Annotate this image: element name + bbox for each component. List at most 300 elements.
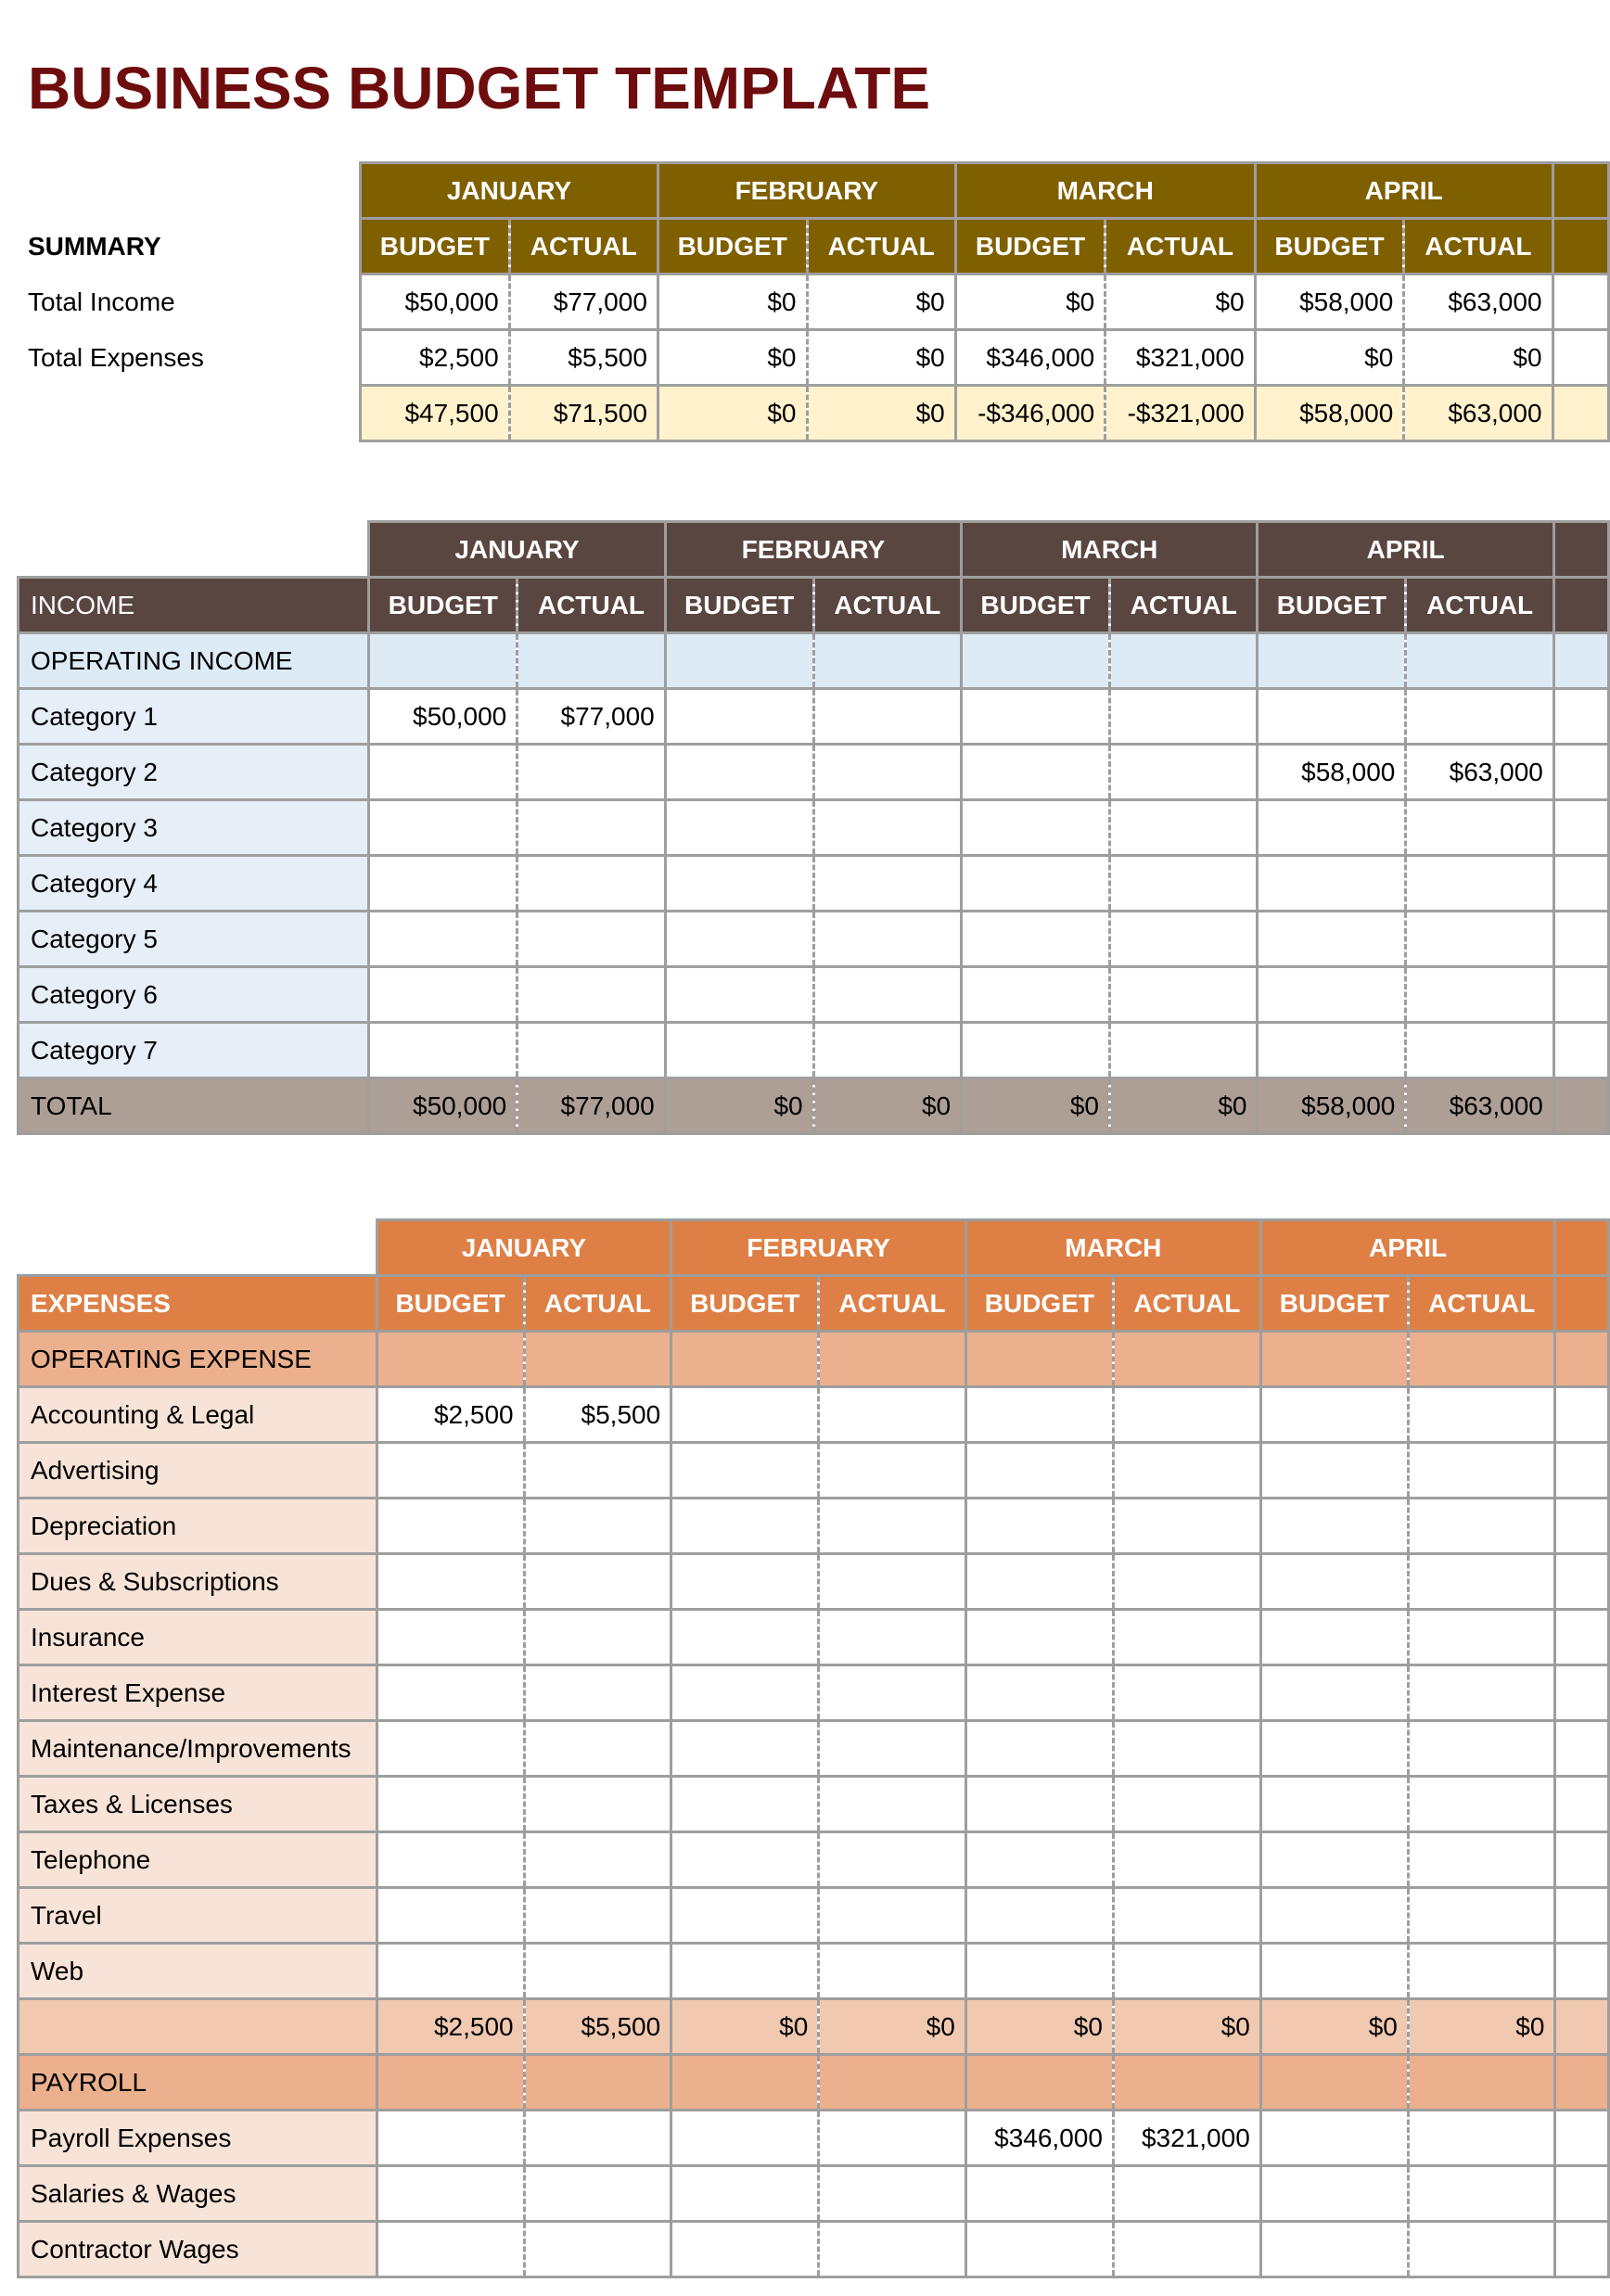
value-cell[interactable] [965, 1499, 1113, 1554]
value-cell[interactable] [1408, 2222, 1555, 2277]
value-cell[interactable] [1260, 2166, 1408, 2222]
cut-cell [1555, 2111, 1609, 2166]
cut-cell [1555, 2055, 1609, 2111]
group-cell [1113, 1332, 1260, 1387]
summary-row [17, 274, 1609, 330]
value-cell[interactable]: $0 [962, 1078, 1110, 1134]
value-cell[interactable] [1408, 2111, 1555, 2166]
row-label: Payroll Expenses [19, 2111, 377, 2166]
row-label: Category 1 [19, 689, 369, 745]
value-cell[interactable] [813, 745, 961, 800]
value-cell[interactable] [518, 1023, 665, 1078]
income-row [19, 800, 1609, 856]
value-cell[interactable] [962, 967, 1110, 1023]
income-row [19, 745, 1609, 800]
value-cell[interactable] [665, 856, 813, 912]
value-cell[interactable]: $63,000 [1404, 386, 1552, 441]
value-cell[interactable]: $63,000 [1404, 274, 1552, 330]
value-cell[interactable] [524, 1499, 671, 1554]
value-cell[interactable] [819, 1443, 966, 1499]
value-cell[interactable] [671, 1944, 819, 1999]
group-cell [1258, 633, 1406, 689]
value-cell[interactable]: $321,000 [1113, 2111, 1260, 2166]
row-label: Web [19, 1944, 377, 1999]
value-cell[interactable] [377, 1832, 524, 1888]
row-label: Depreciation [19, 1499, 377, 1554]
row-label: Advertising [19, 1443, 377, 1499]
value-cell[interactable] [369, 1023, 518, 1078]
value-cell[interactable] [1260, 1499, 1408, 1554]
value-cell[interactable] [1408, 1610, 1555, 1665]
value-cell[interactable]: $47,500 [361, 386, 510, 441]
value-cell[interactable] [962, 856, 1110, 912]
group-cell [1260, 2055, 1408, 2111]
value-cell[interactable] [1406, 912, 1553, 967]
value-cell[interactable]: $0 [807, 386, 955, 441]
budget-header: BUDGET [962, 578, 1110, 633]
value-cell[interactable] [1113, 1387, 1260, 1443]
value-cell[interactable] [524, 1832, 671, 1888]
payroll-row [19, 2166, 1609, 2222]
value-cell[interactable] [369, 745, 518, 800]
value-cell[interactable] [1260, 1554, 1408, 1610]
value-cell[interactable] [813, 689, 961, 745]
value-cell[interactable]: $321,000 [1105, 330, 1255, 386]
month-header-cut [1552, 163, 1608, 219]
value-cell[interactable] [1408, 1443, 1555, 1499]
value-cell[interactable] [965, 1665, 1113, 1721]
income-total-row [19, 1078, 1609, 1134]
value-cell[interactable] [1113, 1944, 1260, 1999]
value-cell[interactable] [1408, 1554, 1555, 1610]
value-cell[interactable]: $50,000 [361, 274, 510, 330]
value-cell[interactable] [377, 1777, 524, 1832]
value-cell[interactable] [962, 689, 1110, 745]
budget-header: BUDGET [361, 219, 510, 274]
income-table [17, 520, 1610, 1135]
value-cell[interactable] [1110, 967, 1258, 1023]
value-cell[interactable] [819, 1499, 966, 1554]
expenses-table [17, 1218, 1610, 2278]
value-cell[interactable] [524, 2222, 671, 2277]
value-cell[interactable]: $0 [1260, 1999, 1408, 2055]
month-header: APRIL [1258, 522, 1553, 578]
value-cell[interactable] [1408, 1721, 1555, 1777]
value-cell[interactable] [965, 1944, 1113, 1999]
value-cell[interactable] [671, 1554, 819, 1610]
value-cell[interactable] [671, 1610, 819, 1665]
value-cell[interactable] [524, 1944, 671, 1999]
value-cell[interactable]: -$346,000 [955, 386, 1105, 441]
value-cell[interactable] [518, 856, 665, 912]
value-cell[interactable] [524, 1554, 671, 1610]
value-cell[interactable] [1113, 1554, 1260, 1610]
group-cell [1408, 2055, 1555, 2111]
value-cell[interactable]: $63,000 [1406, 745, 1553, 800]
row-label: Category 3 [19, 800, 369, 856]
value-cell[interactable] [965, 1721, 1113, 1777]
value-cell[interactable] [1113, 1610, 1260, 1665]
value-cell[interactable]: $2,500 [361, 330, 510, 386]
value-cell[interactable] [965, 2222, 1113, 2277]
value-cell[interactable] [1408, 1665, 1555, 1721]
value-cell[interactable]: $0 [1113, 1999, 1260, 2055]
month-header: MARCH [965, 1220, 1260, 1276]
value-cell[interactable] [1113, 1832, 1260, 1888]
row-label: Dues & Subscriptions [19, 1554, 377, 1610]
header-cut [1553, 578, 1608, 633]
row-label: Telephone [19, 1832, 377, 1888]
value-cell[interactable] [671, 2111, 819, 2166]
group-cell [819, 1332, 966, 1387]
group-cell [1406, 633, 1553, 689]
value-cell[interactable]: $0 [658, 330, 807, 386]
expense-row [19, 1721, 1609, 1777]
value-cell[interactable] [813, 1023, 961, 1078]
value-cell[interactable] [671, 1499, 819, 1554]
month-header-row [17, 163, 1609, 219]
value-cell[interactable] [1258, 912, 1406, 967]
value-cell[interactable] [665, 1023, 813, 1078]
value-cell[interactable]: $0 [658, 386, 807, 441]
budget-header: BUDGET [955, 219, 1105, 274]
budget-header: BUDGET [671, 1276, 819, 1332]
value-cell[interactable] [1408, 1777, 1555, 1832]
value-cell[interactable] [819, 1721, 966, 1777]
value-cell[interactable]: $0 [1255, 330, 1404, 386]
value-cell[interactable] [524, 1721, 671, 1777]
value-cell[interactable] [671, 2222, 819, 2277]
value-cell[interactable] [965, 1387, 1113, 1443]
value-cell[interactable]: $0 [1105, 274, 1255, 330]
cut-cell [1553, 967, 1608, 1023]
row-label: Interest Expense [19, 1665, 377, 1721]
value-cell[interactable] [1406, 689, 1553, 745]
row-label: Maintenance/Improvements [19, 1721, 377, 1777]
income-row [19, 856, 1609, 912]
value-cell[interactable] [1260, 2111, 1408, 2166]
budget-header: BUDGET [1260, 1276, 1408, 1332]
value-cell[interactable] [813, 856, 961, 912]
group-cell [518, 633, 665, 689]
value-cell[interactable] [665, 967, 813, 1023]
value-cell[interactable] [665, 689, 813, 745]
value-cell[interactable] [1113, 1665, 1260, 1721]
value-cell[interactable] [1113, 1499, 1260, 1554]
value-cell[interactable] [524, 1777, 671, 1832]
value-cell[interactable]: -$321,000 [1105, 386, 1255, 441]
value-cell[interactable] [1113, 1721, 1260, 1777]
value-cell[interactable] [665, 800, 813, 856]
value-cell[interactable] [965, 1443, 1113, 1499]
value-cell[interactable] [1408, 1944, 1555, 1999]
month-header: FEBRUARY [671, 1220, 966, 1276]
value-cell[interactable] [524, 1665, 671, 1721]
cut-cell [1555, 1999, 1609, 2055]
value-cell[interactable] [1258, 967, 1406, 1023]
cut-cell [1555, 1554, 1609, 1610]
value-cell[interactable] [1408, 1499, 1555, 1554]
budget-header: BUDGET [1255, 219, 1404, 274]
group-cell [671, 2055, 819, 2111]
value-cell[interactable] [1258, 1023, 1406, 1078]
value-cell[interactable] [819, 2166, 966, 2222]
value-cell[interactable] [1406, 967, 1553, 1023]
value-cell[interactable] [965, 1832, 1113, 1888]
value-cell[interactable]: $0 [665, 1078, 813, 1134]
value-cell[interactable] [819, 1832, 966, 1888]
cut-cell [1552, 274, 1608, 330]
value-cell[interactable] [377, 1721, 524, 1777]
value-cell[interactable] [819, 1665, 966, 1721]
value-cell[interactable] [1408, 2166, 1555, 2222]
value-cell[interactable] [1113, 2222, 1260, 2277]
budget-actual-header-row [19, 578, 1609, 633]
value-cell[interactable]: $0 [1110, 1078, 1258, 1134]
cut-cell [1555, 1888, 1609, 1944]
value-cell[interactable] [1258, 856, 1406, 912]
cut-cell [1555, 1944, 1609, 1999]
value-cell[interactable] [1110, 856, 1258, 912]
value-cell[interactable] [377, 1443, 524, 1499]
value-cell[interactable] [965, 1777, 1113, 1832]
value-cell[interactable] [1260, 2222, 1408, 2277]
header-cut [1555, 1276, 1609, 1332]
value-cell[interactable] [813, 800, 961, 856]
expense-row [19, 1832, 1609, 1888]
value-cell[interactable] [1260, 1610, 1408, 1665]
cut-cell [1553, 1078, 1608, 1134]
value-cell[interactable] [671, 1443, 819, 1499]
value-cell[interactable]: $77,000 [518, 689, 665, 745]
value-cell[interactable]: $58,000 [1258, 1078, 1406, 1134]
value-cell[interactable]: $0 [807, 330, 955, 386]
value-cell[interactable] [819, 2111, 966, 2166]
value-cell[interactable] [819, 2222, 966, 2277]
value-cell[interactable] [665, 912, 813, 967]
value-cell[interactable] [524, 2166, 671, 2222]
value-cell[interactable]: $0 [807, 274, 955, 330]
group-cell [671, 1332, 819, 1387]
cut-cell [1552, 330, 1608, 386]
value-cell[interactable] [1110, 800, 1258, 856]
value-cell[interactable] [524, 2111, 671, 2166]
value-cell[interactable] [369, 856, 518, 912]
value-cell[interactable] [671, 1665, 819, 1721]
value-cell[interactable] [962, 800, 1110, 856]
value-cell[interactable] [377, 1888, 524, 1944]
month-header: JANUARY [361, 163, 658, 219]
value-cell[interactable] [962, 912, 1110, 967]
group-cell [524, 2055, 671, 2111]
value-cell[interactable]: $77,000 [509, 274, 658, 330]
value-cell[interactable] [518, 800, 665, 856]
value-cell[interactable] [518, 912, 665, 967]
row-label: Category 6 [19, 967, 369, 1023]
value-cell[interactable]: $58,000 [1255, 386, 1404, 441]
value-cell[interactable] [369, 967, 518, 1023]
value-cell[interactable] [671, 1832, 819, 1888]
value-cell[interactable] [1110, 689, 1258, 745]
row-label: Category 2 [19, 745, 369, 800]
value-cell[interactable] [1260, 1777, 1408, 1832]
value-cell[interactable]: $50,000 [369, 1078, 518, 1134]
value-cell[interactable] [377, 1944, 524, 1999]
value-cell[interactable]: $0 [965, 1999, 1113, 2055]
value-cell[interactable]: $50,000 [369, 689, 518, 745]
cut-cell [1555, 1610, 1609, 1665]
value-cell[interactable] [1260, 1665, 1408, 1721]
value-cell[interactable] [369, 912, 518, 967]
value-cell[interactable] [962, 1023, 1110, 1078]
value-cell[interactable]: $71,500 [509, 386, 658, 441]
value-cell[interactable] [671, 1387, 819, 1443]
value-cell[interactable] [671, 1777, 819, 1832]
value-cell[interactable]: $346,000 [955, 330, 1105, 386]
value-cell[interactable]: $77,000 [518, 1078, 665, 1134]
value-cell[interactable] [1110, 1023, 1258, 1078]
actual-header: ACTUAL [807, 219, 955, 274]
value-cell[interactable] [377, 2111, 524, 2166]
value-cell[interactable] [671, 1721, 819, 1777]
actual-header: ACTUAL [518, 578, 665, 633]
value-cell[interactable] [819, 1944, 966, 1999]
value-cell[interactable] [1258, 800, 1406, 856]
value-cell[interactable] [377, 1554, 524, 1610]
value-cell[interactable] [819, 1777, 966, 1832]
value-cell[interactable] [377, 1665, 524, 1721]
summary-table [17, 161, 1610, 442]
value-cell[interactable] [1258, 689, 1406, 745]
value-cell[interactable]: $2,500 [377, 1387, 524, 1443]
value-cell[interactable] [377, 2166, 524, 2222]
value-cell[interactable] [377, 1499, 524, 1554]
row-label: Category 5 [19, 912, 369, 967]
value-cell[interactable] [1406, 800, 1553, 856]
value-cell[interactable]: $0 [955, 274, 1105, 330]
value-cell[interactable] [518, 967, 665, 1023]
actual-header: ACTUAL [1404, 219, 1552, 274]
group-cell [1408, 1332, 1555, 1387]
expense-row [19, 1499, 1609, 1554]
value-cell[interactable] [1406, 856, 1553, 912]
value-cell[interactable]: $5,500 [509, 330, 658, 386]
header-spacer [19, 522, 369, 578]
value-cell[interactable]: $2,500 [377, 1999, 524, 2055]
value-cell[interactable]: $58,000 [1258, 745, 1406, 800]
value-cell[interactable] [524, 1443, 671, 1499]
row-label: Category 7 [19, 1023, 369, 1078]
value-cell[interactable] [1113, 2166, 1260, 2222]
group-label: OPERATING INCOME [19, 633, 369, 689]
net-row [17, 386, 1609, 441]
value-cell[interactable] [1406, 1023, 1553, 1078]
value-cell[interactable] [369, 800, 518, 856]
cut-cell [1555, 1332, 1609, 1387]
value-cell[interactable] [1260, 1387, 1408, 1443]
section-heading: EXPENSES [19, 1276, 377, 1332]
value-cell[interactable] [1260, 1832, 1408, 1888]
group-cell [1110, 633, 1258, 689]
value-cell[interactable] [1408, 1832, 1555, 1888]
row-label [17, 386, 361, 441]
value-cell[interactable] [524, 1610, 671, 1665]
value-cell[interactable] [1260, 1443, 1408, 1499]
value-cell[interactable] [1260, 1944, 1408, 1999]
value-cell[interactable] [813, 967, 961, 1023]
value-cell[interactable]: $5,500 [524, 1999, 671, 2055]
month-header-row [19, 522, 1609, 578]
row-label: Category 4 [19, 856, 369, 912]
header-spacer [19, 1220, 377, 1276]
value-cell[interactable]: $0 [1404, 330, 1552, 386]
value-cell[interactable] [1260, 1721, 1408, 1777]
value-cell[interactable] [377, 1610, 524, 1665]
cut-cell [1553, 912, 1608, 967]
value-cell[interactable] [1110, 745, 1258, 800]
value-cell[interactable] [1113, 1777, 1260, 1832]
value-cell[interactable] [1408, 1387, 1555, 1443]
value-cell[interactable] [813, 912, 961, 967]
payroll-row [19, 2111, 1609, 2166]
value-cell[interactable] [671, 1888, 819, 1944]
budget-actual-header-row [17, 219, 1609, 274]
cut-cell [1555, 2222, 1609, 2277]
month-header-row [19, 1220, 1609, 1276]
value-cell[interactable] [377, 2222, 524, 2277]
value-cell[interactable] [965, 1888, 1113, 1944]
value-cell[interactable] [965, 1554, 1113, 1610]
value-cell[interactable]: $0 [1408, 1999, 1555, 2055]
value-cell[interactable] [819, 1387, 966, 1443]
value-cell[interactable]: $0 [658, 274, 807, 330]
value-cell[interactable] [518, 745, 665, 800]
value-cell[interactable] [965, 2166, 1113, 2222]
value-cell[interactable] [1113, 1888, 1260, 1944]
value-cell[interactable] [965, 1610, 1113, 1665]
value-cell[interactable] [1260, 1888, 1408, 1944]
cut-cell [1555, 2166, 1609, 2222]
month-header: MARCH [955, 163, 1255, 219]
value-cell[interactable] [1408, 1888, 1555, 1944]
value-cell[interactable] [819, 1610, 966, 1665]
value-cell[interactable] [671, 2166, 819, 2222]
expense-row [19, 1610, 1609, 1665]
value-cell[interactable] [1110, 912, 1258, 967]
row-label: Taxes & Licenses [19, 1777, 377, 1832]
value-cell[interactable]: $0 [819, 1999, 966, 2055]
budget-header: BUDGET [369, 578, 518, 633]
value-cell[interactable] [524, 1888, 671, 1944]
value-cell[interactable] [819, 1888, 966, 1944]
summary-heading: SUMMARY [28, 231, 161, 261]
value-cell[interactable] [665, 745, 813, 800]
expense-row [19, 1944, 1609, 1999]
group-cell [1113, 2055, 1260, 2111]
month-header: APRIL [1260, 1220, 1555, 1276]
value-cell[interactable] [1113, 1443, 1260, 1499]
value-cell[interactable] [819, 1554, 966, 1610]
value-cell[interactable]: $0 [671, 1999, 819, 2055]
value-cell[interactable]: $63,000 [1406, 1078, 1553, 1134]
value-cell[interactable]: $346,000 [965, 2111, 1113, 2166]
value-cell[interactable]: $58,000 [1255, 274, 1404, 330]
group-cell [1260, 1332, 1408, 1387]
value-cell[interactable]: $5,500 [524, 1387, 671, 1443]
value-cell[interactable] [962, 745, 1110, 800]
value-cell[interactable]: $0 [813, 1078, 961, 1134]
group-row [19, 2055, 1609, 2111]
